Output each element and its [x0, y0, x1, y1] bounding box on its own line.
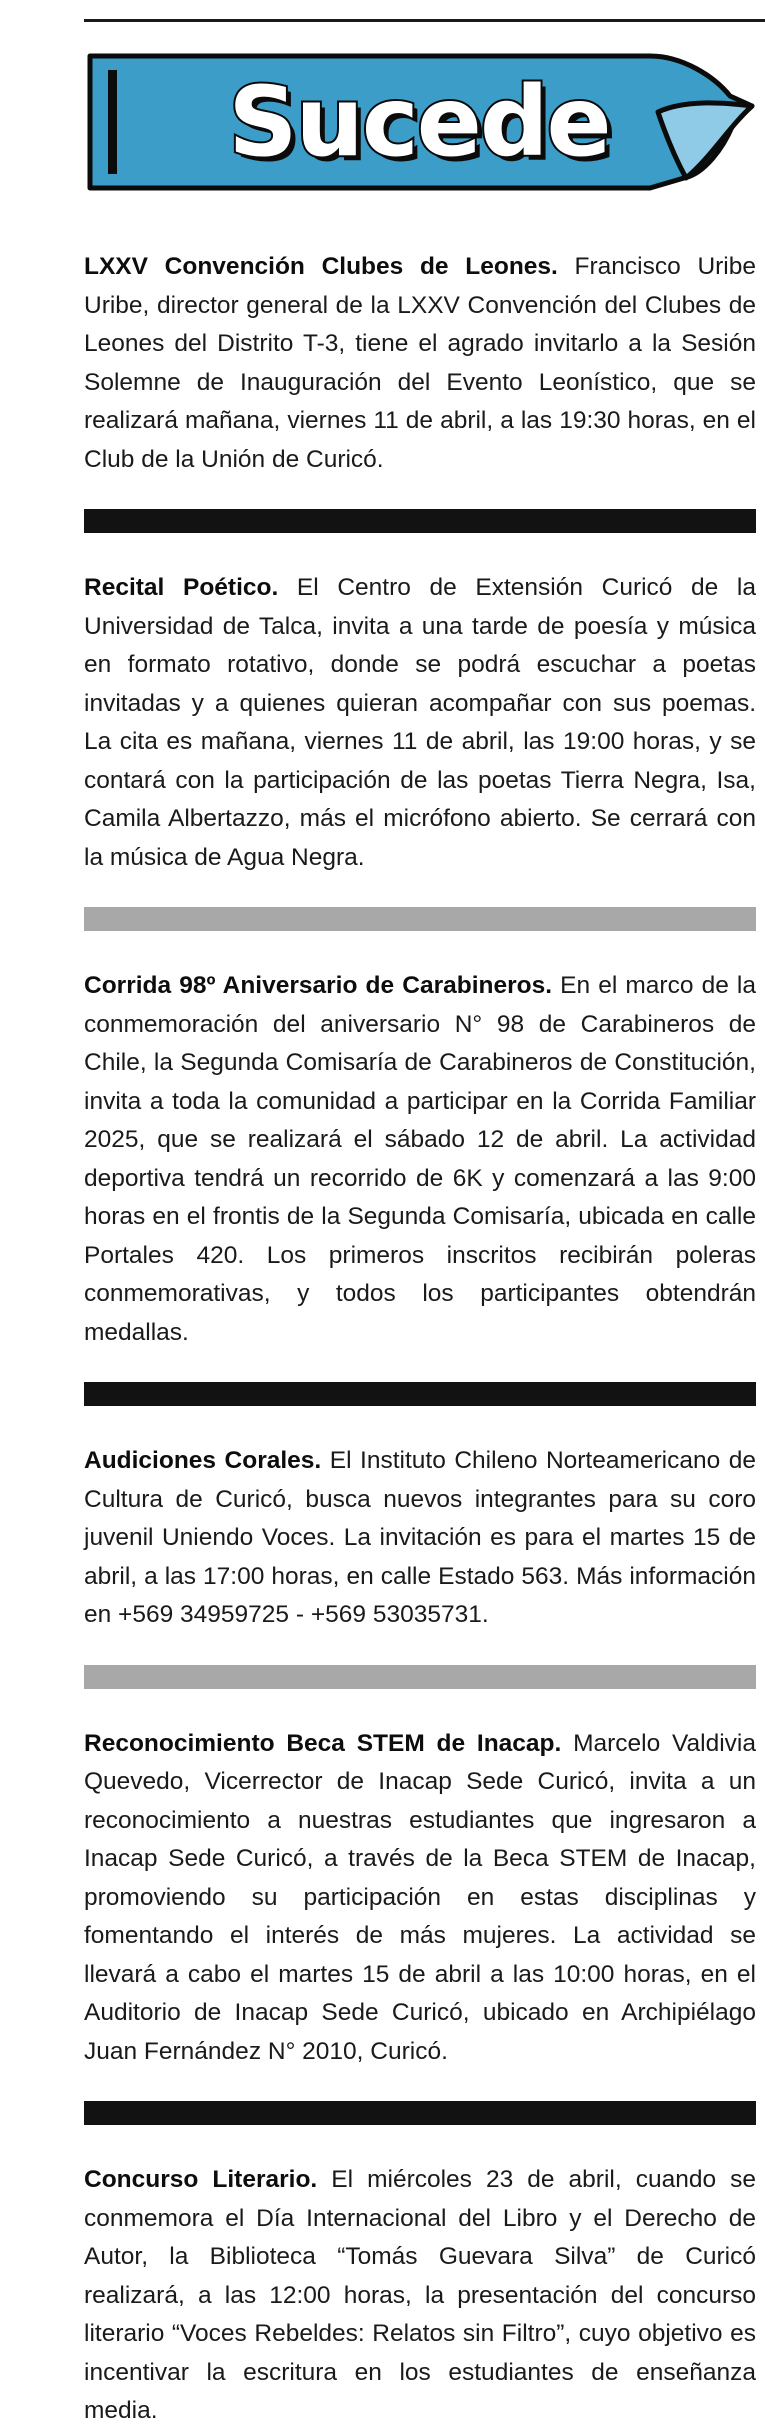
- event-text: [84, 967, 756, 1352]
- separator-bar: [84, 2101, 756, 2125]
- event-text: [84, 1442, 756, 1635]
- event-text: [84, 2161, 756, 2431]
- event-body: El miércoles 23 de abril, cuando se conmemora el Día Internacional del Libro y el Derecho de Autor, la Biblioteca “Tomás Guevara Silva” de Curicó realizará, a las 12:00 horas, la presentación del concurso literario “Voces Rebeldes: Relatos sin Filtro”, cuyo objetivo es incentivar la escritura en los estudiantes de enseñanza media.: [84, 2166, 756, 2424]
- event-item: [84, 2161, 756, 2431]
- event-item: [84, 569, 756, 877]
- section-title: Sucede: [228, 66, 610, 178]
- event-title: Recital Poético.: [84, 574, 279, 601]
- separator-bar: [84, 509, 756, 533]
- event-body: El Centro de Extensión Curicó de la Universidad de Talca, invita a una tarde de poesía y música en formato rotativo, donde se podrá escuchar a poetas invitadas y a quienes quieran acompañar con sus poemas. La cita es mañana, viernes 11 de abril, las 19:00 horas, y se contará con la participación de las poetas Tierra Negra, Isa, Camila Albertazzo, más el micrófono abierto. Se cerrará con la música de Agua Negra.: [84, 574, 757, 871]
- event-body: En el marco de la conmemoración del aniversario N° 98 de Carabineros de Chile, la Segunda Comisaría de Carabineros de Constitución, invita a toda la comunidad a participar en la Corrida Familiar 2025, que se realizará el sábado 12 de abril. La actividad deportiva tendrá un recorrido de 6K y comenzará a las 9:00 horas en el frontis de la Segunda Comisaría, ubicada en calle Portales 420. Los primeros inscritos recibirán poleras conmemorativas, y todos los participantes obtendrán medallas.: [84, 972, 756, 1346]
- event-item: [84, 1442, 756, 1635]
- event-text: [84, 569, 756, 877]
- event-text: [84, 248, 756, 479]
- section-banner: [84, 52, 756, 192]
- event-title: Reconocimiento Beca STEM de Inacap.: [84, 1729, 562, 1757]
- event-item: [84, 1725, 756, 2072]
- event-item: [84, 967, 756, 1352]
- event-body: Francisco Uribe Uribe, director general de la LXXV Convención del Clubes de Leones del Distrito T-3, tiene el agrado invitarlo a la Sesión Solemne de Inauguración del Evento Leonístico, que se realizará mañana, viernes 11 de abril, a las 19:30 horas, en el Club de la Unión de Curicó.: [84, 253, 756, 473]
- event-body: Marcelo Valdivia Quevedo, Vicerrector de Inacap Sede Curicó, invita a un reconocimiento a nuestras estudiantes que ingresaron a Inacap Sede Curicó, a través de la Beca STEM de Inacap, promoviendo su participación en estas disciplinas y fomentando el interés de más mujeres. La actividad se llevará a cabo el martes 15 de abril a las 10:00 horas, en el Auditorio de Inacap Sede Curicó, ubicado en Archipiélago Juan Fernández N° 2010, Curicó.: [84, 1729, 756, 2065]
- event-title: LXXV Convención Clubes de Leones.: [84, 253, 558, 280]
- separator-bar: [84, 1665, 756, 1689]
- event-text: [84, 1725, 756, 2072]
- separator-bar: [84, 907, 756, 931]
- event-title: Concurso Literario.: [84, 2166, 318, 2193]
- banner-left-bar: [108, 70, 117, 174]
- top-rule: [84, 19, 765, 22]
- events-column: [84, 248, 756, 2431]
- event-title: Corrida 98º Aniversario de Carabineros.: [84, 972, 553, 999]
- event-item: [84, 248, 756, 479]
- event-title: Audiciones Corales.: [84, 1447, 322, 1474]
- event-body: El Instituto Chileno Norteamericano de Cultura de Curicó, busca nuevos integrantes para su coro juvenil Uniendo Voces. La invitación es para el martes 15 de abril, a las 17:00 horas, en calle Estado 563. Más información en +569 34959725 - +569 53035731.: [84, 1447, 757, 1628]
- separator-bar: [84, 1382, 756, 1406]
